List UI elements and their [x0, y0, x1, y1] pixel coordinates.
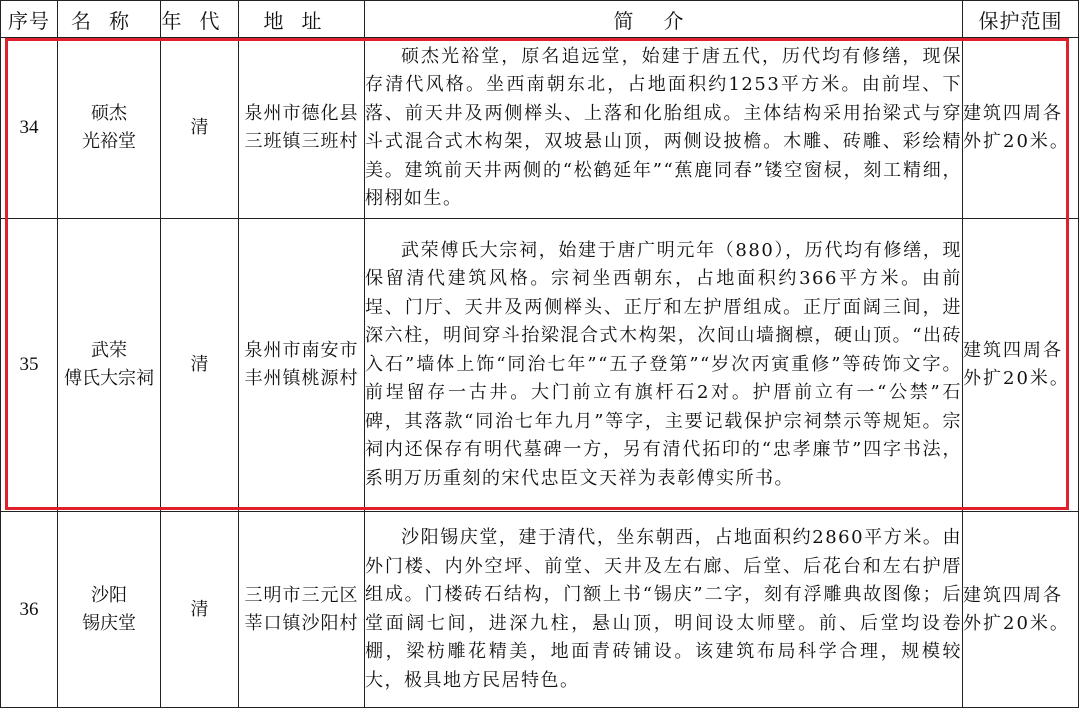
row-era: 清 — [161, 219, 239, 512]
row-name-line2: 锡庆堂 — [82, 612, 136, 634]
header-era-label: 年代 — [161, 8, 238, 33]
table-row — [1, 512, 1079, 708]
row-protection: 建筑四周各外扩20米。 — [963, 219, 1079, 512]
header-index: 序号 — [1, 1, 58, 38]
row-era: 清 — [161, 38, 239, 219]
header-address-label: 地址 — [263, 8, 340, 33]
row-index: 36 — [1, 512, 58, 708]
row-description — [365, 219, 963, 512]
header-name-label: 名称 — [71, 8, 147, 33]
row-description-text: 硕杰光裕堂，原名追远堂，始建于唐五代，历代均有修缮，现保存清代风格。坐西南朝东北，占地面积约1253平方米。由前埕、下落、前天井及两侧榉头、上落和化胎组成。主体结构采用抬梁式与穿斗式混合式木构架，双坡悬山顶，两侧设披檐。木雕、砖雕、彩绘精美。建筑前天井两侧的“松鹤延年”“蕉鹿同春”镂空窗棂，刻工精细，栩栩如生。 — [365, 45, 962, 209]
header-protection: 保护范围 — [963, 1, 1079, 38]
row-name — [58, 512, 161, 708]
header-era — [161, 1, 239, 38]
row-name — [58, 38, 161, 219]
row-name-line1: 沙阳 — [91, 584, 127, 606]
row-name-line1: 武荣 — [91, 340, 127, 362]
header-description — [365, 1, 963, 38]
table-row — [1, 38, 1079, 219]
row-name-line2: 光裕堂 — [82, 131, 136, 152]
header-name — [58, 1, 161, 38]
row-address: 泉州市德化县三班镇三班村 — [239, 38, 365, 219]
row-index: 34 — [1, 38, 58, 219]
row-description — [365, 512, 963, 708]
row-address: 三明市三元区莘口镇沙阳村 — [239, 512, 365, 708]
row-protection: 建筑四周各外扩20米。 — [963, 38, 1079, 219]
row-protection: 建筑四周各外扩20米。 — [963, 512, 1079, 708]
row-description — [365, 38, 963, 219]
row-description-text: 武荣傅氏大宗祠，始建于唐广明元年（880），历代均有修缮，现保留清代建筑风格。宗祠坐西朝东，占地面积约366平方米。由前埕、门厅、天井及两侧榉头、正厅和左护厝组成。正厅面阔三间，进深六柱，明间穿斗抬梁混合式木构架，次间山墙搁檩，硬山顶。“出砖入石”墙体上饰“同治七年”“五子登第”“岁次丙寅重修”等砖饰文字。前埕留存一古井。大门前立有旗杆石2对。护厝前立有一“公禁”石碑，其落款“同治七年九月”等字，主要记载保护宗祠禁示等规矩。宗祠内还保存有明代墓碑一方，另有清代拓印的“忠孝廉节”四字书法，系明万历重刻的宋代忠臣文天祥为表彰傅实所书。 — [365, 239, 962, 489]
row-address: 泉州市南安市丰州镇桃源村 — [239, 219, 365, 512]
table-header-row — [1, 1, 1079, 38]
header-address — [239, 1, 365, 38]
row-description-text: 沙阳锡庆堂，建于清代，坐东朝西，占地面积约2860平方米。由外门楼、内外空坪、前堂、天井及左右廊、后堂、后花台和左右护厝组成。门楼砖石结构，门额上书“锡庆”二字，刻有浮雕典故图像；后堂面阔七间，进深九柱，悬山顶，明间设太师壁。前、后堂均设卷棚，梁枋雕花精美，地面青砖铺设。该建筑布局科学合理，规模较大，极具地方民居特色。 — [365, 527, 962, 691]
row-index: 35 — [1, 219, 58, 512]
table-row — [1, 219, 1079, 512]
row-name-line2: 傅氏大宗祠 — [64, 368, 154, 389]
row-era: 清 — [161, 512, 239, 708]
row-name — [58, 219, 161, 512]
row-name-line1: 硕杰 — [91, 103, 127, 125]
header-description-label: 简介 — [613, 8, 714, 33]
